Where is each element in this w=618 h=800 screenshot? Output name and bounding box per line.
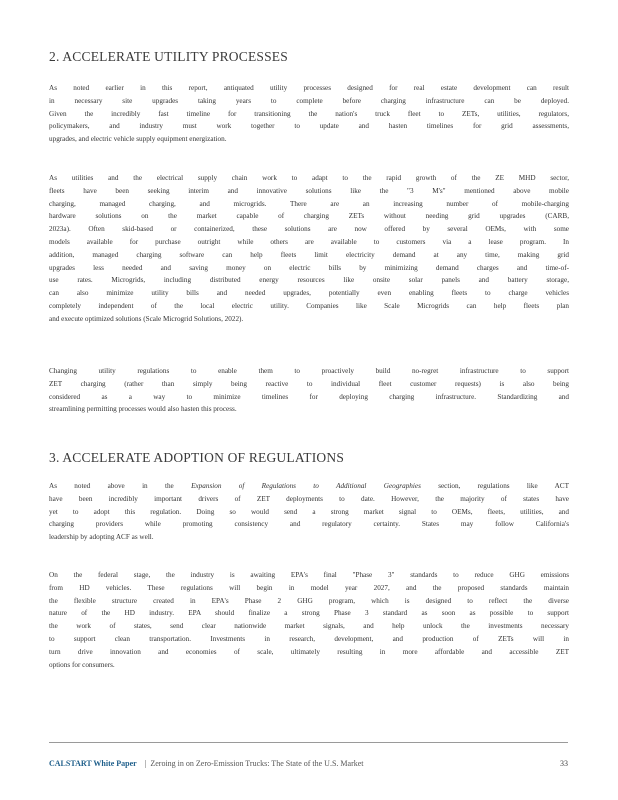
- text-line: the flexible structure created in EPA's Phase 2 GHG program, which is designed to reflect the diverse: [49, 596, 569, 605]
- page-number: 33: [560, 759, 568, 768]
- text-line: Given the incredibly fast timeline for transitioning the nation's truck fleet to ZETs, utilities, regulators,: [49, 109, 569, 118]
- text-line: from HD vehicles. These regulations will begin in model year 2027, and the proposed standards maintain: [49, 583, 569, 592]
- paragraph: [49, 82, 569, 146]
- text-line: to support clean transportation. Investments in research, development, and production of ZETs will in: [49, 634, 569, 643]
- text-line: upgrades, and electric vehicle supply equipment energization.: [49, 135, 227, 144]
- section-heading-utility-processes: 2. ACCELERATE UTILITY PROCESSES: [49, 49, 288, 64]
- text-line: As noted above in the Expansion of Regulations to Additional Geographies section, regulations like ACT: [49, 482, 569, 490]
- text-line: On the federal stage, the industry is awaiting EPA's final "Phase 3" standards to reduce GHG emissions: [49, 571, 569, 579]
- text-line: charging, managed charging, and microgrids. There are an increasing number of mobile-charging: [49, 199, 569, 208]
- text-line: As noted earlier in this report, antiquated utility processes designed for real estate development can result: [49, 84, 569, 92]
- page-footer: [49, 759, 568, 773]
- text-line: upgrades less needed and saving money on electric bills by minimizing demand charges and time-of-: [49, 263, 569, 272]
- text-line: leadership by adopting ACF as well.: [49, 533, 154, 542]
- text-line: can also minimize utility bills and needed upgrades, potentially even enabling fleets to charge vehicles: [49, 289, 569, 298]
- footer-doc-title: Zeroing in on Zero-Emission Trucks: The State of the U.S. Market: [150, 759, 364, 768]
- text-line: models available for purchase outright while others are available to customers via a lease program. In: [49, 237, 569, 246]
- text-line: and execute optimized solutions (Scale Microgrid Solutions, 2022).: [49, 314, 244, 323]
- paragraph: [49, 365, 569, 416]
- text-line: fleets have been seeking interim and innovative solutions like the "3 M's" mentioned above mobile: [49, 186, 569, 195]
- text-line: the work of states, send clear nationwide market signals, and help unlock the investments necessary: [49, 622, 569, 631]
- text-line: hardware solutions on the market capable of charging ZETs without needing grid upgrades (CARB,: [49, 212, 569, 221]
- footer-divider: [49, 742, 568, 743]
- text-line: turn drive innovation and economies of scale, ultimately resulting in more affordable and accessible ZET: [49, 647, 569, 656]
- text-line: yet to adopt this regulation. Doing so would send a strong market signal to OEMs, fleets, utilities, and: [49, 507, 569, 516]
- text-line: As utilities and the electrical supply chain work to adapt to the rapid growth of the ZE MHD sector,: [49, 174, 569, 182]
- paragraph: [49, 172, 569, 326]
- text-line: 2023a). Often skid-based or containerized, these solutions are now offered by several OEMs, with some: [49, 225, 569, 234]
- text-line: ZET charging (rather than simply being reactive to individual fleet customer requests) is also being: [49, 379, 569, 388]
- paragraph: [49, 569, 569, 671]
- text-line: considered as a way to minimize timelines for deploying charging infrastructure. Standardizing and: [49, 392, 569, 401]
- text-line: policymakers, and industry must work together to update and hasten timelines for grid assessments,: [49, 122, 569, 131]
- text-line: addition, managed charging software can help fleets limit electricity demand at any time, making grid: [49, 250, 569, 259]
- text-line: streamlining permitting processes would also hasten this process.: [49, 405, 237, 414]
- italic-reference: Expansion of Regulations to Additional Geographies: [191, 482, 421, 490]
- text-line: have been incredibly important drivers of ZET deployments to date. However, the majority of states have: [49, 494, 569, 503]
- text-line: nature of the HD industry. EPA should finalize a strong Phase 3 standard as soon as possible to support: [49, 609, 569, 618]
- text-line: completely independent of the local electric utility. Companies like Scale Microgrids can help fleets plan: [49, 301, 569, 310]
- footer-separator: |: [144, 759, 147, 768]
- text-line: in necessary site upgrades taking years to complete before charging infrastructure can be deployed.: [49, 96, 569, 105]
- text-line: options for consumers.: [49, 660, 115, 669]
- footer-brand: CALSTART White Paper: [49, 759, 137, 768]
- text-line: use rates. Microgrids, including distributed energy resources like onsite solar panels and battery storage,: [49, 276, 569, 285]
- paragraph: [49, 480, 569, 544]
- section-heading-regulations: 3. ACCELERATE ADOPTION OF REGULATIONS: [49, 450, 345, 465]
- text-line: charging providers while promoting consistency and regulatory certainty. States may follow California's: [49, 520, 569, 529]
- text-line: Changing utility regulations to enable them to proactively build no-regret infrastructure to support: [49, 367, 569, 375]
